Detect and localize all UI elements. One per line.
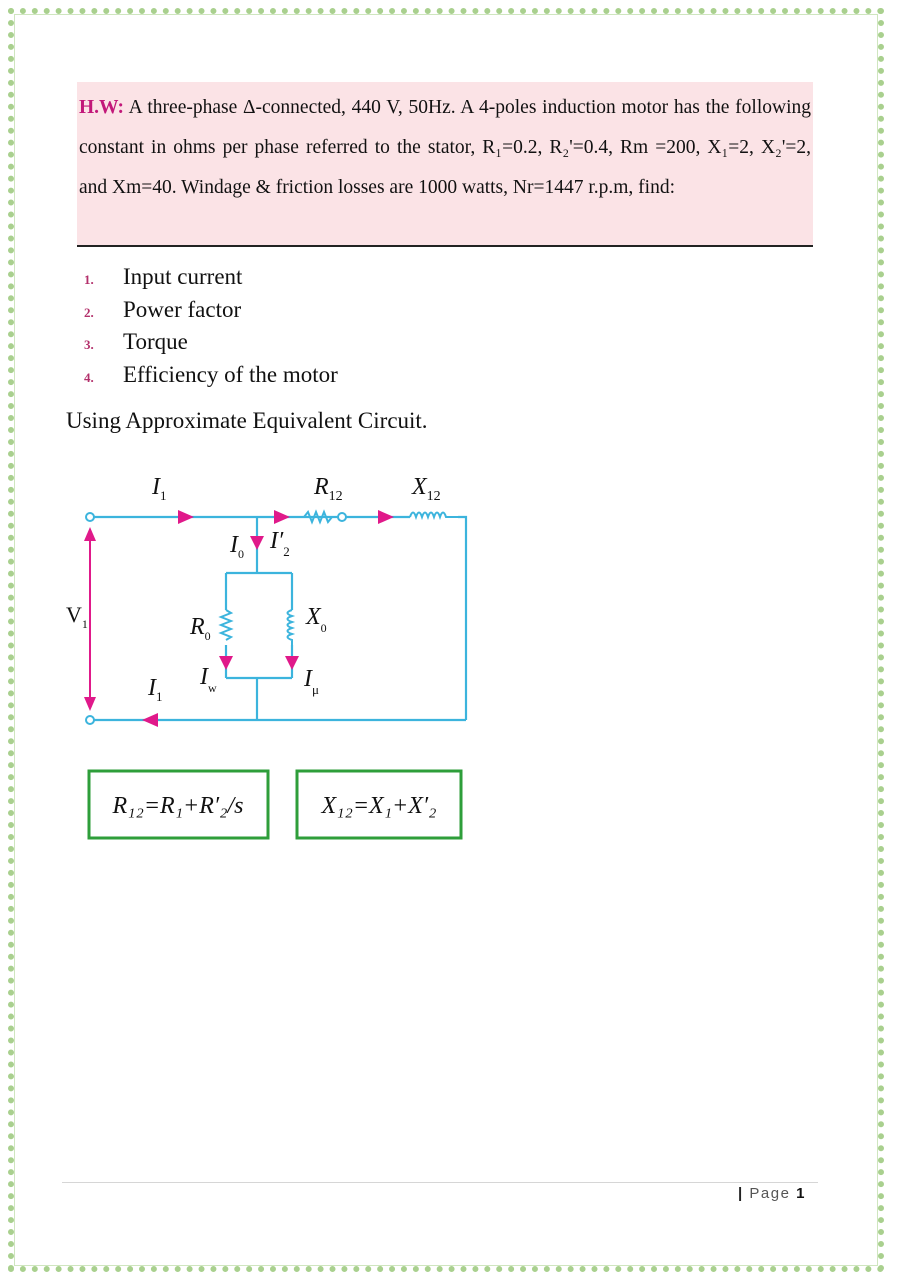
input-terminal-bottom (86, 716, 94, 724)
imu-label: $I_\mu$ (304, 666, 319, 697)
top-wire-right (458, 517, 466, 720)
hw-label: H.W: (79, 97, 124, 118)
list-item (84, 295, 338, 328)
r0-label: $R_0$ (190, 614, 211, 643)
iw-label: $I_w$ (200, 664, 217, 695)
list-text: Torque (123, 329, 188, 354)
v1-label: $V_1$ (66, 602, 88, 631)
footer-divider (62, 1182, 818, 1183)
footer-page-word: Page (749, 1185, 791, 1202)
method-line: Using Approximate Equivalent Circuit. (66, 408, 428, 433)
i1-top-label: $I_1$ (152, 474, 167, 503)
list-item (84, 360, 338, 393)
list-text: Input current (123, 264, 243, 289)
list-text: Efficiency of the motor (123, 361, 338, 387)
list-item (84, 262, 338, 295)
r12-junction (338, 513, 346, 521)
i1-bottom-arrow (142, 713, 158, 727)
x12-inductor-symbol (410, 513, 458, 518)
problem-text: A three-phase Δ-connected, 440 V, 50Hz. A 4-poles induction motor has the following constant in ohms per phase referred to the stator, R₁=0.2, R₂'=0.4, Rm =200, X₁=2, X₂'=2, and Xm=40. Windage & friction losses are 1000 watts, Nr=1447 r.p.m, find: (79, 97, 811, 198)
footer-page-number: 1 (796, 1185, 806, 1202)
r0-resistor-symbol (221, 610, 231, 640)
list-number: 2. (84, 304, 94, 320)
problem-statement (77, 82, 813, 247)
i1-bottom-label: $I_1$ (148, 675, 163, 704)
x12-formula: X₁₂=X₁+X′₂ (321, 793, 437, 819)
r12-formula: R₁₂=R₁+R′₂/s (112, 793, 244, 819)
i0-arrow (250, 536, 264, 550)
list-number: 1. (84, 272, 94, 287)
page-footer (738, 1185, 806, 1202)
task-list (84, 262, 338, 392)
list-number: 4. (84, 369, 94, 385)
i2-arrow-right (378, 510, 394, 524)
i2-arrow (274, 510, 290, 524)
i0-label: $I_0$ (230, 532, 244, 561)
imu-arrow (285, 656, 299, 670)
iw-arrow (219, 656, 233, 670)
list-text: Power factor (123, 296, 242, 322)
list-item (84, 327, 338, 360)
x0-inductor-symbol (288, 610, 293, 645)
x12-label: $X_{12}$ (412, 474, 441, 504)
footer-bar: | (738, 1185, 744, 1202)
i1-top-arrow (178, 510, 194, 524)
x0-label: $X_0$ (306, 604, 327, 635)
equivalent-circuit-diagram (60, 470, 480, 850)
list-number: 3. (84, 337, 94, 352)
i2-prime-label: $I'_2$ (270, 528, 290, 559)
input-terminal-top (86, 513, 94, 521)
r12-label: $R_{12}$ (314, 474, 343, 504)
